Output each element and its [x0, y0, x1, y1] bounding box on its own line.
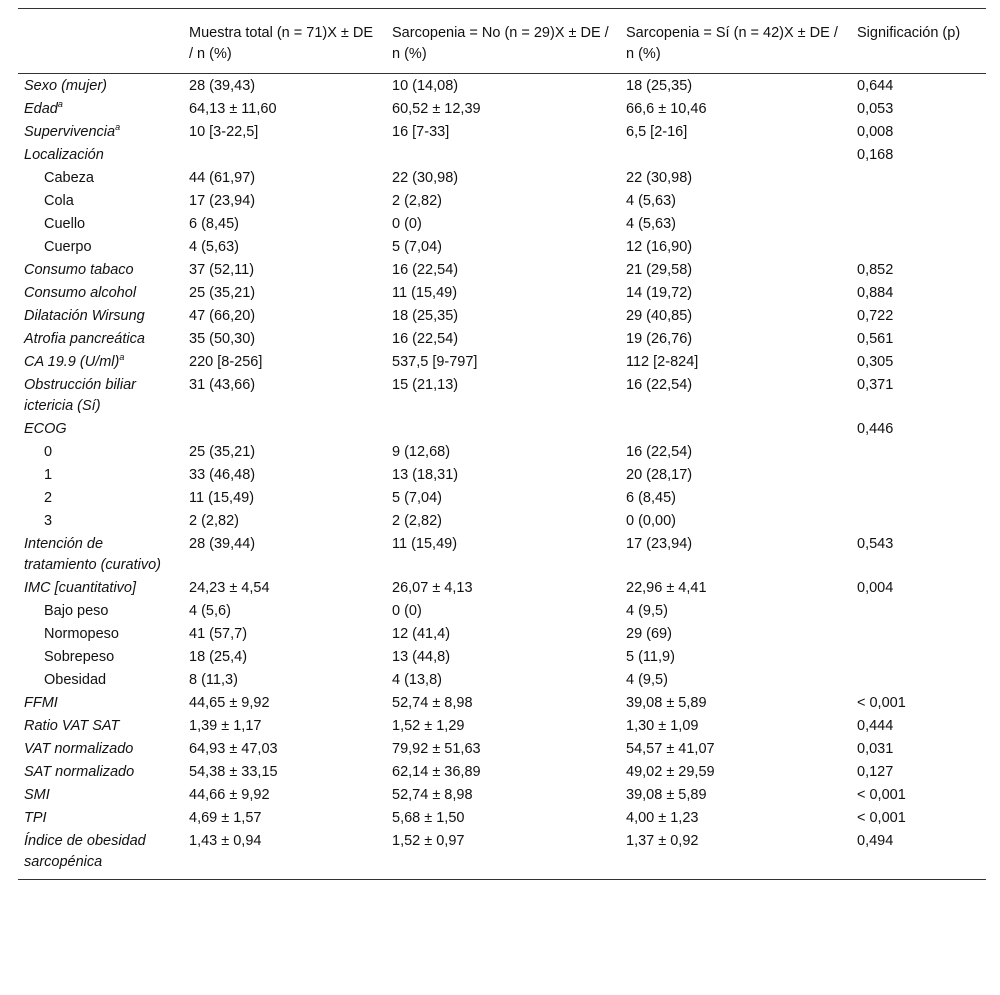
- cell-significance: [851, 464, 986, 487]
- cell-sarcopenia-si: 39,08 ± 5,89: [626, 787, 707, 803]
- table-row: [18, 351, 986, 374]
- cell-total: 54,38 ± 33,15: [189, 764, 278, 780]
- row-label-cell: [18, 510, 183, 533]
- table-row: [18, 692, 986, 715]
- cell-total: 11 (15,49): [189, 490, 255, 506]
- row-label: SMI: [24, 787, 50, 803]
- row-label-cell: [18, 98, 183, 121]
- cell-sarcopenia-no: 0 (0): [392, 216, 422, 232]
- cell-sarcopenia-no: 0 (0): [392, 603, 422, 619]
- row-label: Bajo peso: [44, 603, 109, 619]
- cell-significance: [851, 510, 986, 533]
- cell-sarcopenia-si: 4 (5,63): [626, 193, 676, 209]
- cell-sarcopenia-no: 62,14 ± 36,89: [392, 764, 481, 780]
- cell-sarcopenia-no: 4 (13,8): [392, 672, 442, 688]
- table-body: [18, 74, 986, 880]
- row-label: Supervivencia: [24, 124, 116, 140]
- cell-total: 41 (57,7): [189, 626, 248, 642]
- cell-sarcopenia-si: 29 (40,85): [626, 308, 693, 324]
- cell-total: 25 (35,21): [189, 444, 256, 460]
- cell-total: 17 (23,94): [189, 193, 256, 209]
- cell-total: 64,93 ± 47,03: [189, 741, 278, 757]
- row-label: Consumo tabaco: [24, 262, 134, 278]
- table-row: [18, 784, 986, 807]
- cell-total: 2 (2,82): [189, 513, 239, 529]
- cell-significance: [851, 213, 986, 236]
- row-label-cell: [18, 807, 183, 830]
- cell-significance: [851, 669, 986, 692]
- table-row: [18, 510, 986, 533]
- row-label-cell: [18, 351, 183, 374]
- data-table: [18, 8, 986, 880]
- row-label: 0: [44, 444, 53, 460]
- cell-sarcopenia-si: 16 (22,54): [626, 377, 693, 393]
- row-label: Cola: [44, 193, 74, 209]
- cell-total: 44,66 ± 9,92: [189, 787, 270, 803]
- cell-significance: < 0,001: [857, 695, 906, 711]
- header-row: [18, 9, 986, 74]
- cell-sarcopenia-no: 5 (7,04): [392, 490, 442, 506]
- cell-sarcopenia-si: 22,96 ± 4,41: [626, 580, 707, 596]
- row-label: FFMI: [24, 695, 58, 711]
- row-label: Edad: [24, 101, 58, 117]
- cell-sarcopenia-no: 5,68 ± 1,50: [392, 810, 465, 826]
- cell-total: [183, 418, 386, 441]
- cell-sarcopenia-no: 2 (2,82): [392, 193, 442, 209]
- table-row: [18, 487, 986, 510]
- cell-significance: < 0,001: [857, 810, 906, 826]
- cell-total: 6 (8,45): [189, 216, 239, 232]
- table-row: [18, 715, 986, 738]
- cell-total: 1,43 ± 0,94: [189, 833, 262, 849]
- cell-significance: 0,168: [857, 147, 894, 163]
- row-label: IMC [cuantitativo]: [24, 580, 137, 596]
- table-row: [18, 259, 986, 282]
- cell-total: 24,23 ± 4,54: [189, 580, 270, 596]
- cell-significance: [851, 487, 986, 510]
- cell-sarcopenia-si: 29 (69): [626, 626, 672, 642]
- row-label: TPI: [24, 810, 47, 826]
- cell-sarcopenia-no: 10 (14,08): [392, 78, 459, 94]
- table-row: [18, 600, 986, 623]
- cell-significance: [851, 600, 986, 623]
- row-label-cell: [18, 121, 183, 144]
- header-cell-label: [18, 9, 183, 74]
- table-row: [18, 236, 986, 259]
- row-label-cell: [18, 305, 183, 328]
- cell-sarcopenia-no: 15 (21,13): [392, 377, 459, 393]
- cell-sarcopenia-si: 18 (25,35): [626, 78, 693, 94]
- row-label: VAT normalizado: [24, 741, 134, 757]
- cell-sarcopenia-no: 12 (41,4): [392, 626, 451, 642]
- cell-sarcopenia-no: 79,92 ± 51,63: [392, 741, 481, 757]
- cell-significance: 0,008: [857, 124, 894, 140]
- table-row: [18, 328, 986, 351]
- row-label-cell: [18, 600, 183, 623]
- cell-sarcopenia-no: 52,74 ± 8,98: [392, 787, 473, 803]
- row-label-cell: [18, 441, 183, 464]
- cell-sarcopenia-si: 14 (19,72): [626, 285, 693, 301]
- cell-sarcopenia-si: 12 (16,90): [626, 239, 693, 255]
- table-row: [18, 464, 986, 487]
- cell-total: [183, 144, 386, 167]
- row-label-cell: [18, 144, 183, 167]
- cell-sarcopenia-no: 52,74 ± 8,98: [392, 695, 473, 711]
- cell-sarcopenia-si: 1,37 ± 0,92: [626, 833, 699, 849]
- table-row: [18, 441, 986, 464]
- cell-significance: [851, 167, 986, 190]
- cell-total: 31 (43,66): [189, 377, 256, 393]
- table-row: [18, 807, 986, 830]
- table-row: [18, 190, 986, 213]
- row-label-cell: [18, 282, 183, 305]
- row-label: SAT normalizado: [24, 764, 135, 780]
- table-container: [18, 8, 986, 880]
- cell-sarcopenia-no: 1,52 ± 0,97: [392, 833, 465, 849]
- cell-total: 18 (25,4): [189, 649, 248, 665]
- row-label-cell: [18, 784, 183, 807]
- cell-total: 4 (5,6): [189, 603, 231, 619]
- cell-significance: 0,852: [857, 262, 894, 278]
- table-row: [18, 623, 986, 646]
- cell-sarcopenia-no: 26,07 ± 4,13: [392, 580, 473, 596]
- cell-total: 64,13 ± 11,60: [189, 101, 277, 117]
- row-label-cell: [18, 487, 183, 510]
- table-row: [18, 144, 986, 167]
- cell-total: 4 (5,63): [189, 239, 239, 255]
- cell-sarcopenia-no: 22 (30,98): [392, 170, 459, 186]
- cell-total: 28 (39,44): [189, 536, 256, 552]
- cell-sarcopenia-si: 17 (23,94): [626, 536, 693, 552]
- cell-total: 4,69 ± 1,57: [189, 810, 262, 826]
- cell-significance: [851, 623, 986, 646]
- footnote-marker: a: [57, 99, 63, 110]
- cell-significance: 0,543: [857, 536, 894, 552]
- cell-significance: [851, 190, 986, 213]
- row-label-cell: [18, 830, 183, 880]
- cell-total: 1,39 ± 1,17: [189, 718, 262, 734]
- table-row: [18, 74, 986, 99]
- cell-significance: 0,305: [857, 354, 894, 370]
- row-label: Normopeso: [44, 626, 119, 642]
- cell-sarcopenia-no: 16 (22,54): [392, 262, 459, 278]
- row-label-cell: [18, 374, 183, 418]
- row-label-cell: [18, 738, 183, 761]
- cell-total: 44,65 ± 9,92: [189, 695, 270, 711]
- cell-sarcopenia-no: 11 (15,49): [392, 536, 458, 552]
- table-row: [18, 98, 986, 121]
- row-label: Dilatación Wirsung: [24, 308, 145, 324]
- cell-significance: 0,127: [857, 764, 894, 780]
- row-label: Obesidad: [44, 672, 107, 688]
- table-row: [18, 669, 986, 692]
- cell-sarcopenia-no: [386, 418, 620, 441]
- row-label-cell: [18, 669, 183, 692]
- row-label-cell: [18, 715, 183, 738]
- table-row: [18, 121, 986, 144]
- cell-total: 35 (50,30): [189, 331, 256, 347]
- row-label: Cuerpo: [44, 239, 92, 255]
- row-label-cell: [18, 328, 183, 351]
- cell-significance: 0,561: [857, 331, 894, 347]
- table-row: [18, 830, 986, 880]
- cell-sarcopenia-no: 18 (25,35): [392, 308, 459, 324]
- table-row: [18, 738, 986, 761]
- cell-total: 8 (11,3): [189, 672, 238, 688]
- cell-sarcopenia-si: 16 (22,54): [626, 444, 693, 460]
- cell-sarcopenia-si: 54,57 ± 41,07: [626, 741, 715, 757]
- row-label: Cuello: [44, 216, 86, 232]
- cell-sarcopenia-no: 13 (44,8): [392, 649, 451, 665]
- cell-significance: 0,722: [857, 308, 894, 324]
- row-label-cell: [18, 646, 183, 669]
- cell-sarcopenia-si: 0 (0,00): [626, 513, 676, 529]
- cell-significance: 0,031: [857, 741, 894, 757]
- cell-sarcopenia-no: 2 (2,82): [392, 513, 442, 529]
- cell-significance: 0,884: [857, 285, 894, 301]
- cell-sarcopenia-si: [620, 144, 851, 167]
- row-label-cell: [18, 259, 183, 282]
- table-row: [18, 418, 986, 441]
- cell-sarcopenia-no: 16 [7-33]: [392, 124, 450, 140]
- cell-sarcopenia-no: [386, 144, 620, 167]
- row-label: Sexo (mujer): [24, 78, 107, 94]
- cell-total: 10 [3-22,5]: [189, 124, 259, 140]
- row-label-cell: [18, 213, 183, 236]
- row-label: CA 19.9 (U/ml): [24, 354, 120, 370]
- cell-sarcopenia-no: 16 (22,54): [392, 331, 459, 347]
- cell-sarcopenia-si: 4 (5,63): [626, 216, 676, 232]
- cell-sarcopenia-si: 4 (9,5): [626, 672, 668, 688]
- cell-total: 44 (61,97): [189, 170, 256, 186]
- row-label: Índice de obesidad sarcopénica: [24, 833, 146, 870]
- cell-sarcopenia-si: 1,30 ± 1,09: [626, 718, 699, 734]
- cell-sarcopenia-si: 5 (11,9): [626, 649, 675, 665]
- header-cell-sarcopenia-no: Sarcopenia = No (n = 29)X ± DE / n (%): [392, 25, 609, 62]
- cell-sarcopenia-si: 4 (9,5): [626, 603, 668, 619]
- table-row: [18, 167, 986, 190]
- table-row: [18, 577, 986, 600]
- cell-significance: 0,446: [857, 421, 894, 437]
- row-label: ECOG: [24, 421, 67, 437]
- cell-sarcopenia-si: 22 (30,98): [626, 170, 693, 186]
- header-cell-sarcopenia-si: Sarcopenia = Sí (n = 42)X ± DE / n (%): [626, 25, 838, 62]
- cell-sarcopenia-no: 537,5 [9-797]: [392, 354, 478, 370]
- cell-significance: 0,494: [857, 833, 894, 849]
- header-cell-significance: Significación (p): [857, 25, 961, 41]
- row-label: Consumo alcohol: [24, 285, 137, 301]
- cell-significance: 0,644: [857, 78, 894, 94]
- table-row: [18, 533, 986, 577]
- row-label-cell: [18, 190, 183, 213]
- cell-sarcopenia-si: 6,5 [2-16]: [626, 124, 688, 140]
- table-row: [18, 282, 986, 305]
- cell-sarcopenia-si: 66,6 ± 10,46: [626, 101, 707, 117]
- cell-total: 220 [8-256]: [189, 354, 263, 370]
- table-row: [18, 646, 986, 669]
- row-label: Atrofia pancreática: [24, 331, 145, 347]
- row-label: Localización: [24, 147, 104, 163]
- table-row: [18, 761, 986, 784]
- table-row: [18, 374, 986, 418]
- row-label-cell: [18, 167, 183, 190]
- cell-sarcopenia-si: [620, 418, 851, 441]
- cell-sarcopenia-si: 39,08 ± 5,89: [626, 695, 707, 711]
- cell-sarcopenia-no: 9 (12,68): [392, 444, 451, 460]
- cell-significance: < 0,001: [857, 787, 906, 803]
- cell-sarcopenia-si: 112 [2-824]: [626, 354, 699, 370]
- cell-significance: 0,053: [857, 101, 894, 117]
- table-row: [18, 305, 986, 328]
- cell-sarcopenia-si: 6 (8,45): [626, 490, 676, 506]
- cell-sarcopenia-si: 4,00 ± 1,23: [626, 810, 699, 826]
- cell-significance: [851, 441, 986, 464]
- cell-sarcopenia-si: 19 (26,76): [626, 331, 693, 347]
- cell-sarcopenia-si: 21 (29,58): [626, 262, 693, 278]
- row-label: Intención de tratamiento (curativo): [24, 536, 161, 573]
- cell-sarcopenia-no: 11 (15,49): [392, 285, 458, 301]
- row-label-cell: [18, 464, 183, 487]
- cell-sarcopenia-no: 60,52 ± 12,39: [392, 101, 481, 117]
- row-label-cell: [18, 236, 183, 259]
- row-label-cell: [18, 761, 183, 784]
- footnote-marker: a: [119, 352, 125, 363]
- cell-sarcopenia-no: 13 (18,31): [392, 467, 459, 483]
- cell-significance: 0,444: [857, 718, 894, 734]
- cell-total: 47 (66,20): [189, 308, 256, 324]
- row-label-cell: [18, 533, 183, 577]
- cell-sarcopenia-no: 1,52 ± 1,29: [392, 718, 465, 734]
- cell-significance: [851, 236, 986, 259]
- cell-sarcopenia-si: 49,02 ± 29,59: [626, 764, 715, 780]
- table-header: [18, 9, 986, 74]
- header-cell-total: Muestra total (n = 71)X ± DE / n (%): [189, 25, 374, 62]
- table-row: [18, 213, 986, 236]
- row-label: Obstrucción biliar ictericia (Sí): [24, 377, 137, 414]
- row-label-cell: [18, 623, 183, 646]
- cell-total: 28 (39,43): [189, 78, 256, 94]
- cell-total: 37 (52,11): [189, 262, 255, 278]
- cell-sarcopenia-si: 20 (28,17): [626, 467, 693, 483]
- cell-total: 25 (35,21): [189, 285, 256, 301]
- row-label-cell: [18, 74, 183, 99]
- row-label: Cabeza: [44, 170, 94, 186]
- row-label: Sobrepeso: [44, 649, 115, 665]
- cell-significance: 0,371: [857, 377, 894, 393]
- footnote-marker: a: [115, 122, 121, 133]
- cell-total: 33 (46,48): [189, 467, 256, 483]
- row-label: Ratio VAT SAT: [24, 718, 120, 734]
- cell-significance: [851, 646, 986, 669]
- row-label: 2: [44, 490, 53, 506]
- row-label-cell: [18, 577, 183, 600]
- row-label-cell: [18, 418, 183, 441]
- row-label-cell: [18, 692, 183, 715]
- row-label: 1: [44, 467, 53, 483]
- cell-significance: 0,004: [857, 580, 894, 596]
- cell-sarcopenia-no: 5 (7,04): [392, 239, 442, 255]
- row-label: 3: [44, 513, 53, 529]
